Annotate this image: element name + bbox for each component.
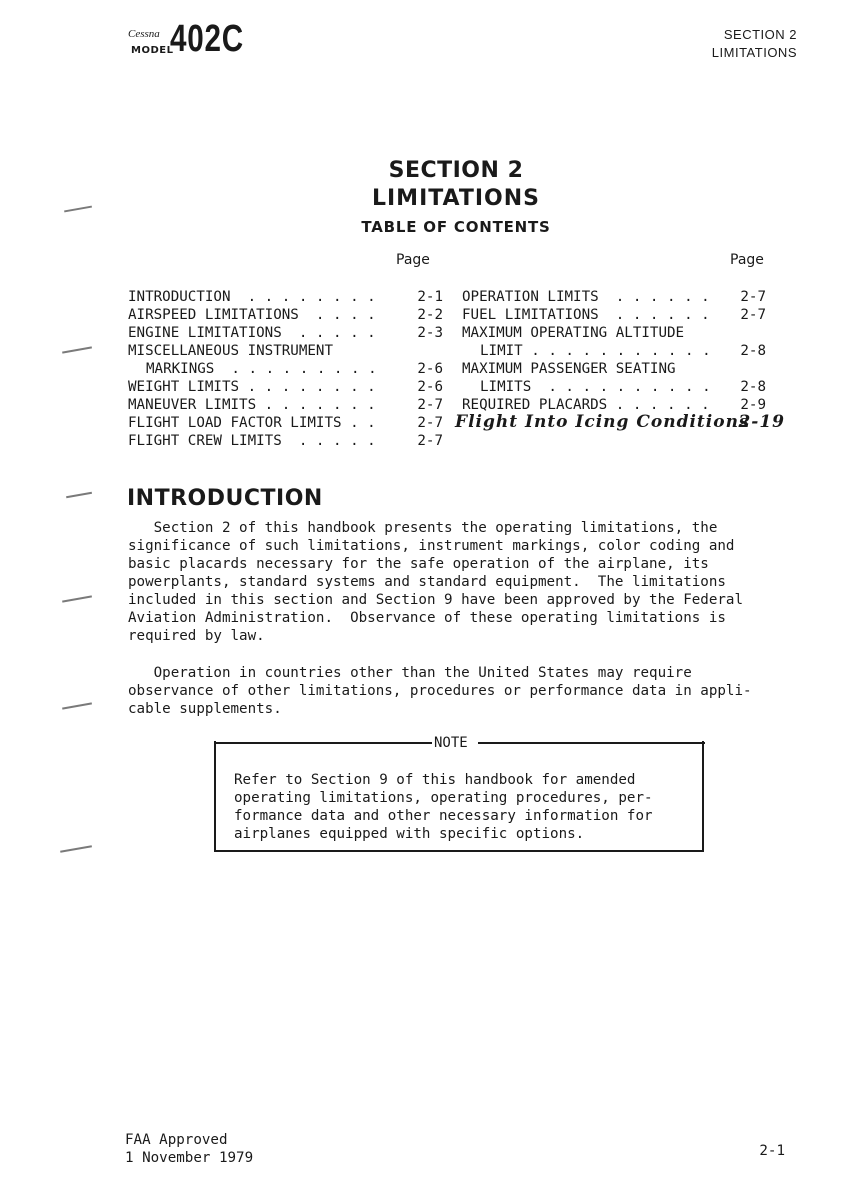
section-subtitle: LIMITATIONS [371,186,541,211]
toc-entry[interactable] [128,414,443,432]
toc-entry-page: 2-8 [740,379,766,395]
text-line: Section 2 of this handbook presents the operating limitations, the [128,520,718,536]
toc-entry[interactable] [462,342,766,360]
scan-speck [64,206,92,212]
note-title: NOTE [434,735,468,751]
toc-title: TABLE OF CONTENTS [361,218,551,236]
header-section-name: LIMITATIONS [711,45,797,60]
toc-entry-label: WEIGHT LIMITS . . . . . . . . [128,379,376,395]
text-line: powerplants, standard systems and standard equipment. The limitations [128,574,726,590]
toc-entry-label: LIMIT . . . . . . . . . . . [480,343,711,359]
intro-paragraph-1 [128,519,788,645]
intro-paragraph-2 [128,664,788,718]
section-title: SECTION 2 [388,158,524,183]
toc-entry-label: MANEUVER LIMITS . . . . . . . [128,397,376,413]
header-section: SECTION 2 [723,27,797,42]
toc-left-column [128,288,443,450]
toc-entry-label: FUEL LIMITATIONS . . . . . . [462,307,710,323]
toc-entry-page: 2-7 [417,433,443,449]
text-line: Operation in countries other than the United States may require [128,665,692,681]
text-line: cable supplements. [128,701,282,717]
toc-page-header-left: Page [396,252,430,268]
toc-entry-page: 2-7 [417,397,443,413]
toc-entry-page: 2-2 [417,307,443,323]
toc-entry[interactable] [128,378,443,396]
toc-entry-page: 2-9 [740,397,766,413]
toc-right-column [462,288,766,414]
cessna-logo: Cessna [128,28,160,40]
note-text [234,771,653,843]
toc-entry-page: 2-7 [740,307,766,323]
scan-speck [62,595,92,602]
toc-entry-label: OPERATION LIMITS . . . . . . [462,289,710,305]
toc-entry-label: MARKINGS . . . . . . . . . [146,361,377,377]
text-line: Refer to Section 9 of this handbook for amended [234,772,636,788]
text-line: Aviation Administration. Observance of these operating limitations is [128,610,726,626]
toc-entry-page: 2-6 [417,361,443,377]
toc-entry[interactable] [128,342,443,360]
scan-speck [62,702,92,709]
toc-entry-label: REQUIRED PLACARDS . . . . . . [462,397,710,413]
text-line: significance of such limitations, instrument markings, color coding and [128,538,735,554]
toc-entry[interactable] [128,396,443,414]
model-label: MODEL [131,45,174,56]
text-line: observance of other limitations, procedures or performance data in appli- [128,683,752,699]
toc-entry[interactable] [462,306,766,324]
toc-entry-label: MISCELLANEOUS INSTRUMENT [128,343,333,359]
toc-entry-label: MAXIMUM OPERATING ALTITUDE [462,325,685,341]
toc-entry-page: 2-3 [417,325,443,341]
toc-entry-label: AIRSPEED LIMITATIONS . . . . [128,307,376,323]
toc-entry[interactable] [462,324,766,342]
note-rule-right [478,742,705,744]
toc-entry-label: INTRODUCTION . . . . . . . . [128,289,376,305]
toc-entry-label: MAXIMUM PASSENGER SEATING [462,361,676,377]
toc-entry[interactable] [128,306,443,324]
toc-entry-page: 2-7 [417,415,443,431]
toc-page-header-right: Page [730,252,764,268]
note-rule-left [214,742,432,744]
toc-entry[interactable] [462,360,766,378]
toc-entry-label: FLIGHT LOAD FACTOR LIMITS . . [128,415,376,431]
handwritten-page: 2-19 [738,412,785,432]
toc-entry[interactable] [128,288,443,306]
scan-speck [60,845,92,852]
scan-speck [66,492,92,498]
toc-entry-page: 2-7 [740,289,766,305]
toc-entry-label: FLIGHT CREW LIMITS . . . . . [128,433,376,449]
text-line: included in this section and Section 9 have been approved by the Federal [128,592,743,608]
toc-entry[interactable] [128,360,443,378]
footer-date: 1 November 1979 [125,1150,254,1166]
toc-entry-page: 2-6 [417,379,443,395]
toc-entry[interactable] [462,378,766,396]
text-line: operating limitations, operating procedures, per- [234,790,653,806]
text-line: airplanes equipped with specific options. [234,826,585,842]
toc-entry-label: LIMITS . . . . . . . . . . [480,379,711,395]
text-line: basic placards necessary for the safe operation of the airplane, its [128,556,709,572]
toc-entry-page: 2-8 [740,343,766,359]
handwritten-label: Flight Into Icing Conditions [455,412,750,432]
toc-entry-page: 2-1 [417,289,443,305]
toc-entry[interactable] [128,324,443,342]
introduction-heading: INTRODUCTION [127,486,323,511]
toc-entry-label: ENGINE LIMITATIONS . . . . . [128,325,376,341]
text-line: required by law. [128,628,265,644]
toc-entry[interactable] [462,288,766,306]
toc-entry[interactable] [128,432,443,450]
model-number: 402C [170,18,244,60]
footer-approval: FAA Approved [125,1132,228,1148]
footer-page-number: 2-1 [759,1143,785,1159]
scan-speck [62,346,92,353]
text-line: formance data and other necessary information for [234,808,653,824]
